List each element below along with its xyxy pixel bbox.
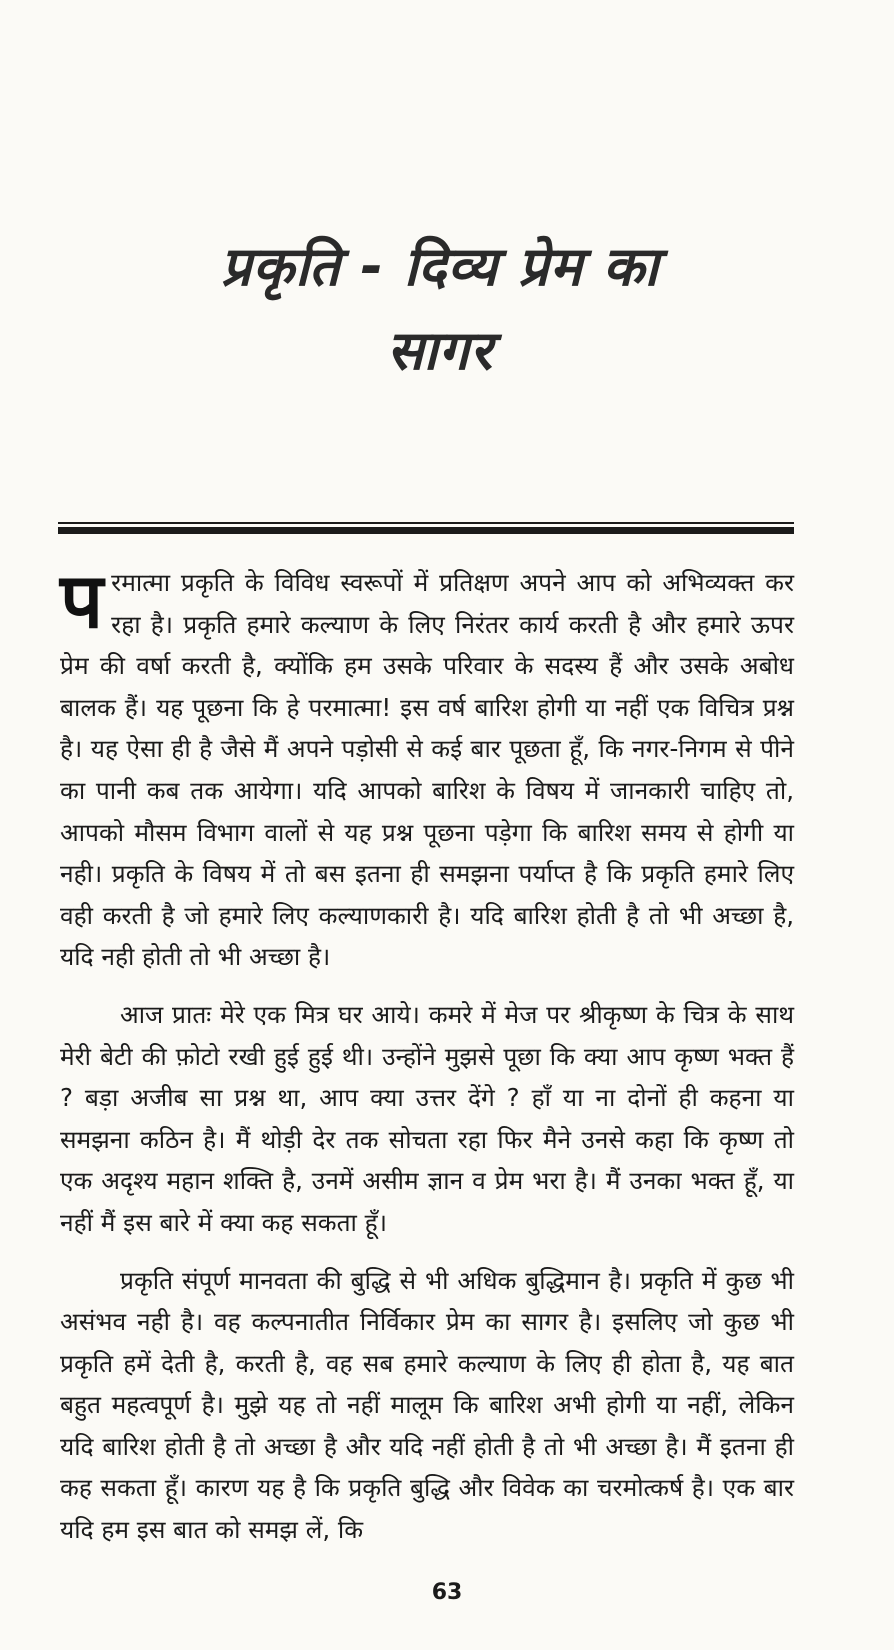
paragraph-1 xyxy=(60,556,794,978)
paragraph-3: प्रकृति संपूर्ण मानवता की बुद्धि से भी अधिक बुद्धिमान है। प्रकृति में कुछ भी असंभव नही है। वह कल्पनातीत निर्विकार प्रेम का सागर है। इसलिए जो कुछ भी प्रकृति हमें देती है, करती है, वह सब हमारे कल्याण के लिए ही होता है, यह बात बहुत महत्वपूर्ण है। मुझे यह तो नहीं मालूम कि बारिश अभी होगी या नहीं, लेकिन यदि बारिश होती है तो अच्छा है और यदि नहीं होती है तो भी अच्छा है। मैं इतना ही कह सकता हूँ। कारण यह है कि प्रकृति बुद्धि और विवेक का चरमोत्कर्ष है। एक बार यदि हम इस बात को समझ लें, कि xyxy=(60,1265,794,1545)
divider-thin-line xyxy=(58,522,794,524)
title-divider xyxy=(58,522,794,534)
divider-thick-line xyxy=(58,527,794,534)
page-number: 63 xyxy=(431,1580,463,1605)
chapter-title-line-2: सागर xyxy=(387,319,493,382)
drop-cap-letter: प xyxy=(60,556,104,645)
paragraph-1-text: रमात्मा प्रकृति के विविध स्वरूपों में प्रतिक्षण अपने आप को अभिव्यक्त कर रहा है। प्रकृति हमारे कल्याण के लिए निरंतर कार्य करती है और हमारे ऊपर प्रेम की वर्षा करती है, क्योंकि हम उसके परिवार के सदस्य हैं और उसके अबोध बालक हैं। यह पूछना कि हे परमात्मा! इस वर्ष बारिश होगी या नहीं एक विचित्र प्रश्न है। यह ऐसा ही है जैसे मैं अपने पड़ोसी से कई बार पूछता हूँ, कि नगर-निगम से पीने का पानी कब तक आयेगा। यदि आपको बारिश के विषय में जानकारी चाहिए तो, आपको मौसम विभाग वालों से यह प्रश्न पूछना पड़ेगा कि बारिश समय से होगी या नही। प्रकृति के विषय में तो बस इतना ही समझना पर्याप्त है कि प्रकृति हमारे लिए वही करती है जो हमारे लिए कल्याणकारी है। यदि बारिश होती है तो भी अच्छा है, यदि नही होती तो भी अच्छा है। xyxy=(60,568,794,972)
paragraph-2: आज प्रातः मेरे एक मित्र घर आये। कमरे में मेज पर श्रीकृष्ण के चित्र के साथ मेरी बेटी की फ़ोटो रखी हुई हुई थी। उन्होंने मुझसे पूछा कि क्या आप कृष्ण भक्त हैं ? बड़ा अजीब सा प्रश्न था, आप क्या उत्तर देंगे ? हाँ या ना दोनों ही कहना या समझना कठिन है। मैं थोड़ी देर तक सोचता रहा फिर मैने उनसे कहा कि कृष्ण तो एक अदृश्य महान शक्ति है, उनमें असीम ज्ञान व प्रेम भरा है। मैं उनका भक्त हूँ, या नहीं मैं इस बारे में क्या कह सकता हूँ। xyxy=(60,999,794,1237)
chapter-body xyxy=(60,556,794,1551)
chapter-title xyxy=(100,225,780,393)
chapter-title-line-1: प्रकृति - दिव्य प्रेम का xyxy=(220,235,660,298)
